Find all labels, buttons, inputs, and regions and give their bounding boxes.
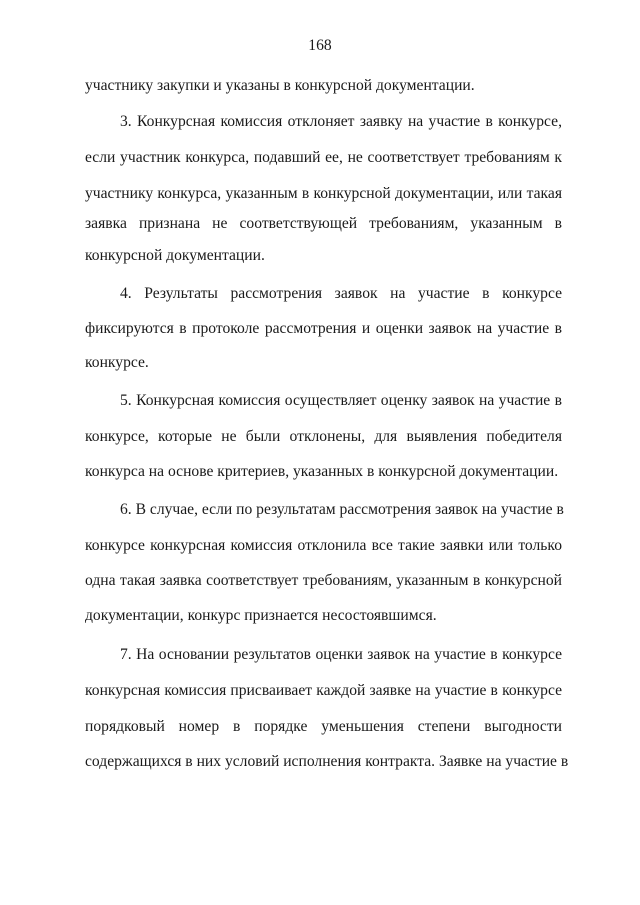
paragraph-6-line: конкурсе конкурсная комиссия отклонила все такие заявки или только: [85, 537, 562, 554]
paragraph-6-line: одна такая заявка соответствует требованиям, указанным в конкурсной: [85, 572, 562, 589]
paragraph-3-line: если участник конкурса, подавший ее, не соответствует требованиям к: [85, 149, 562, 166]
paragraph-4-line: фиксируются в протоколе рассмотрения и оценки заявок на участие в: [85, 320, 562, 337]
paragraph-7-line: содержащихся в них условий исполнения контракта. Заявке на участие в: [85, 753, 569, 770]
paragraph-7-line: порядковый номер в порядке уменьшения степени выгодности: [85, 718, 562, 735]
paragraph-4-line: 4. Результаты рассмотрения заявок на участие в конкурсе: [120, 285, 562, 302]
paragraph-7-line: 7. На основании результатов оценки заявок на участие в конкурсе: [120, 646, 562, 663]
paragraph-3-line: заявка признана не соответствующей требованиям, указанным в: [85, 215, 562, 232]
text-line: участнику закупки и указаны в конкурсной документации.: [85, 77, 475, 94]
paragraph-3-line: 3. Конкурсная комиссия отклоняет заявку на участие в конкурсе,: [120, 113, 562, 130]
paragraph-6-line: 6. В случае, если по результатам рассмотрения заявок на участие в: [120, 501, 564, 518]
paragraph-5-line: конкурса на основе критериев, указанных в конкурсной документации.: [85, 463, 559, 480]
paragraph-5-line: конкурсе, которые не были отклонены, для выявления победителя: [85, 428, 562, 445]
paragraph-5-line: 5. Конкурсная комиссия осуществляет оценку заявок на участие в: [120, 392, 562, 409]
page-number: 168: [308, 37, 332, 54]
paragraph-7-line: конкурсная комиссия присваивает каждой заявке на участие в конкурсе: [85, 682, 562, 699]
paragraph-4-line: конкурсе.: [85, 354, 149, 371]
paragraph-6-line: документации, конкурс признается несостоявшимся.: [85, 607, 437, 624]
paragraph-3-line: участнику конкурса, указанным в конкурсной документации, или такая: [85, 185, 562, 202]
paragraph-3-line: конкурсной документации.: [85, 247, 265, 264]
